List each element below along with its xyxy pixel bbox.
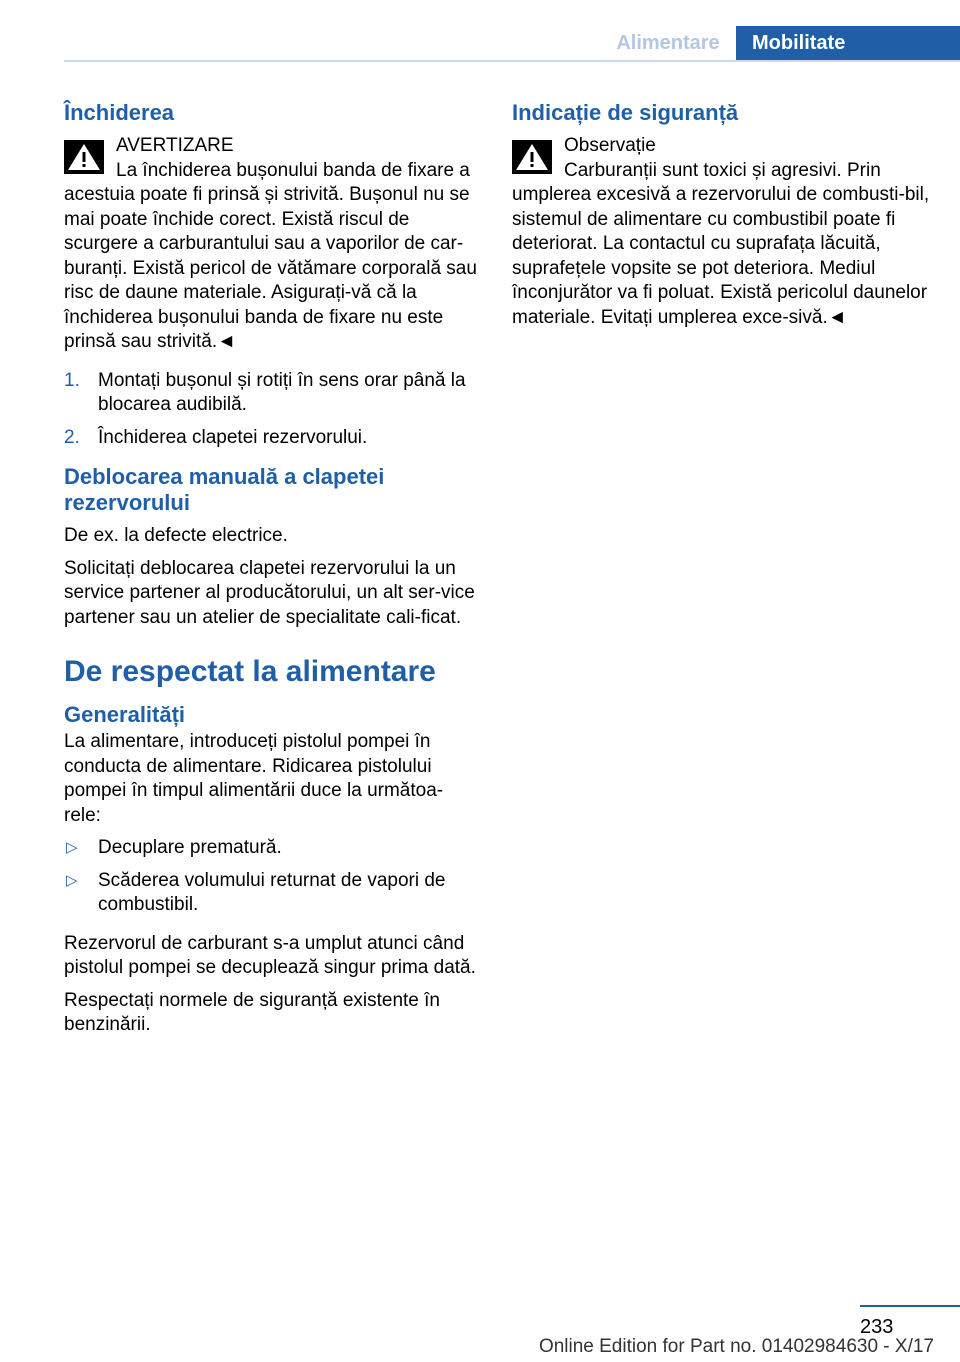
- warning-title: AVERTIZARE: [116, 135, 234, 156]
- steps-list: [64, 369, 480, 451]
- triangle-bullet-icon: ▷: [66, 839, 78, 856]
- note-block: [512, 134, 930, 330]
- heading-indicatie: Indicație de siguranță: [512, 100, 739, 125]
- right-column: [512, 100, 930, 344]
- step-text: Montați bușonul și rotiți în sens orar până la blocarea audibilă.: [98, 369, 466, 415]
- list-item: [64, 836, 480, 861]
- note-title: Observație: [564, 135, 656, 156]
- warning-block: [64, 134, 480, 355]
- heading-inchiderea: Închiderea: [64, 100, 175, 125]
- page-number: 233: [860, 1316, 894, 1338]
- paragraph: Respectați normele de siguranță existente în benzinării.: [64, 989, 440, 1035]
- list-item: [64, 426, 480, 451]
- step-number: 1.: [64, 369, 80, 391]
- left-column: [64, 100, 480, 1046]
- step-number: 2.: [64, 426, 80, 448]
- heading-generalitati: Generalități: [64, 702, 186, 727]
- note-text: Carburanții sunt toxici și agresivi. Prin umplerea excesivă a rezervorului de combusti-bil, sistemul de alimentare cu combustibil poate fi deteriorat. La contactul cu suprafața lăcuită, suprafețele vopsite se pot deteriora. Mediul înconjurător va fi poluat. Există pericolul daunelor materiale. Evitați umplerea exce-sivă.◄: [512, 159, 930, 328]
- tab-alimentare[interactable]: Alimentare: [616, 32, 720, 54]
- tab-mobilitate[interactable]: Mobilitate: [736, 26, 960, 60]
- triangle-bullet-icon: ▷: [66, 871, 78, 889]
- section-title: De respectat la alimentare: [64, 655, 436, 688]
- warning-icon: [512, 140, 552, 174]
- list-item: [64, 369, 480, 418]
- bullet-text: Decuplare prematură.: [98, 837, 282, 858]
- warning-icon: [64, 140, 104, 174]
- bullet-text: Scăderea volumului returnat de vapori de combustibil.: [98, 869, 446, 915]
- bullet-list: [64, 836, 480, 918]
- page-number-rule: [860, 1305, 960, 1307]
- header-rule: [64, 60, 960, 62]
- warning-text: La închiderea bușonului banda de fixare a acestuia poate fi prinsă și strivită. Bușonul nu se mai poate închide corect. Există riscul de scurgere a carburantului sau a vaporilor de car-buranți. Există pericol de vătămare corporală sau risc de daune materiale. Asigurați-vă că la închiderea bușonului banda de fixare nu este prinsă sau strivită.◄: [64, 159, 477, 352]
- paragraph: De ex. la defecte electrice.: [64, 525, 288, 546]
- list-item: [64, 869, 480, 918]
- heading-deblocare: Deblocarea manuală a clapetei rezervorului: [64, 464, 385, 515]
- paragraph: La alimentare, introduceți pistolul pompei în conducta de alimentare. Ridicarea pistolului pompei în timpul alimentării duce la următoa-rele:: [64, 731, 444, 826]
- edition-footer: Online Edition for Part no. 01402984630 - X/17: [538, 1336, 934, 1357]
- paragraph: Solicitați deblocarea clapetei rezervorului la un service partener al producătorului, un alt ser-vice partener sau un atelier de specialitate cali-ficat.: [64, 557, 475, 628]
- step-text: Închiderea clapetei rezervorului.: [98, 426, 368, 448]
- paragraph: Rezervorul de carburant s-a umplut atunci când pistolul pompei se decuplează singur prima dată.: [64, 932, 476, 978]
